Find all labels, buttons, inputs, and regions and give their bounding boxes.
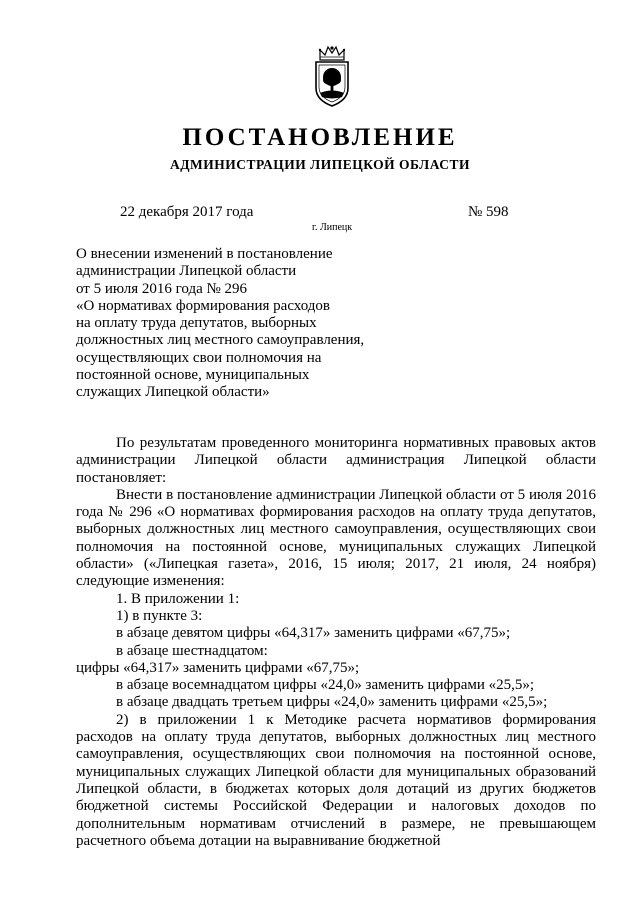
heading-line: осуществляющих свои полномочия на xyxy=(76,349,322,366)
heading-line: служащих Липецкой области» xyxy=(76,384,270,401)
document-heading xyxy=(76,246,406,402)
item-1: 1. В приложении 1: xyxy=(116,590,240,607)
document-number: № 598 xyxy=(468,204,509,220)
item-1-1-b: в абзаце шестнадцатом: xyxy=(116,642,268,659)
item-1-1-c: в абзаце восемнадцатом цифры «24,0» заменить цифрами «25,5»; xyxy=(116,677,535,694)
coat-of-arms-icon xyxy=(308,44,356,108)
heading-line: должностных лиц местного самоуправления, xyxy=(76,332,365,349)
heading-line: О внесении изменений в постановление xyxy=(76,246,333,262)
heading-line: на оплату труда депутатов, выборных xyxy=(76,315,317,332)
intro-paragraph: По результатам проведенного мониторинга нормативных правовых актов администрации Липецкой области администрация Липецкой области постановляет: xyxy=(76,435,596,486)
heading-line: постоянной основе, муниципальных xyxy=(76,367,310,384)
item-1-1: 1) в пункте 3: xyxy=(116,607,203,624)
heading-line: администрации Липецкой области xyxy=(76,263,297,280)
document-subtitle: АДМИНИСТРАЦИИ ЛИПЕЦКОЙ ОБЛАСТИ xyxy=(169,157,471,172)
document-title: ПОСТАНОВЛЕНИЕ xyxy=(182,124,458,151)
heading-line: «О нормативах формирования расходов xyxy=(76,297,331,314)
heading-line: от 5 июля 2016 года № 296 xyxy=(76,280,248,297)
main-paragraph: Внести в постановление администрации Липецкой области от 5 июля 2016 года № 296 «О нормативах формирования расходов на оплату труда депутатов, выборных должностных лиц местного самоуправления, осуществляющих свои полномочия на постоянной основе, муниципальных служащих Липецкой области» («Липецкая газета», 2016, 15 июля; 2017, 21 июля, 24 ноября) следующие изменения: xyxy=(76,486,596,590)
item-1-2: 2) в приложении 1 к Методике расчета нормативов формирования расходов на оплату труда депутатов, выборных должностных лиц местного самоуправления, осуществляющих свои полномочия на постоянной основе, муниципальных служащих Липецкой области для муниципальных образований Липецкой области, в бюджетах которых доля дотаций из других бюджетов бюджетной системы Российской Федерации и налоговых доходов по дополнительным нормативам отчислений в размере, не превышающем расчетного объема дотации на выравнивание бюджетной xyxy=(76,711,596,849)
document-date: 22 декабря 2017 года xyxy=(120,204,254,220)
item-1-1-b-text: цифры «64,317» заменить цифрами «67,75»; xyxy=(76,659,360,676)
item-1-1-a: в абзаце девятом цифры «64,317» заменить цифрами «67,75»; xyxy=(116,625,511,642)
document-city: г. Липецк xyxy=(312,222,353,233)
item-1-1-d: в абзаце двадцать третьем цифры «24,0» заменить цифрами «25,5»; xyxy=(116,694,548,711)
document-body xyxy=(76,435,596,850)
